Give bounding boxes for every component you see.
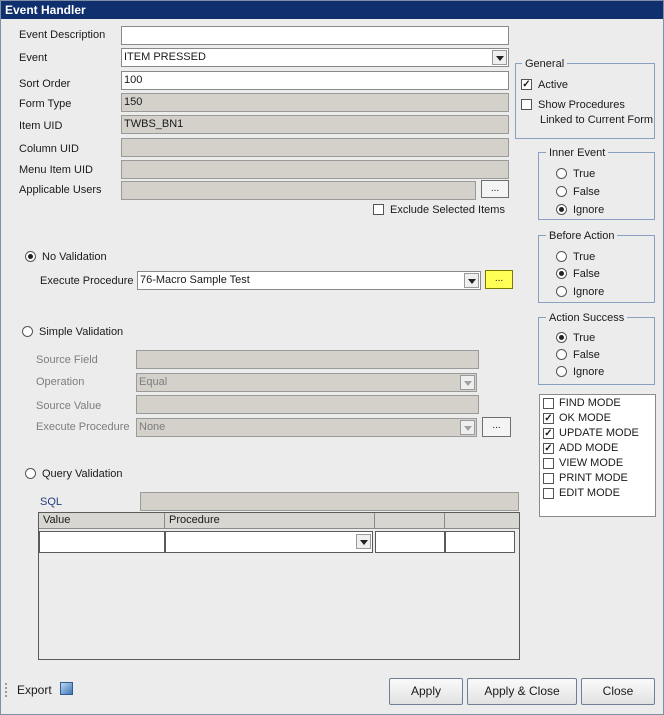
grid-cell-procedure-select[interactable] (165, 531, 373, 553)
event-description-label: Event Description (19, 29, 106, 41)
show-procedures-label-2: Linked to Current Form (540, 114, 654, 126)
simple-validation-radio[interactable] (22, 326, 33, 337)
inner-event-true-radio[interactable] (556, 168, 567, 179)
source-field-input (136, 350, 479, 369)
find-mode-checkbox[interactable] (543, 398, 554, 409)
query-grid (38, 512, 520, 660)
view-mode-label: VIEW MODE (559, 457, 624, 469)
grid-cell-col3[interactable] (375, 531, 445, 553)
action-success-true-radio[interactable] (556, 332, 567, 343)
action-success-ignore-radio[interactable] (556, 366, 567, 377)
before-action-false-radio[interactable] (556, 268, 567, 279)
menu-item-uid-label: Menu Item UID (19, 164, 93, 176)
chevron-down-icon (460, 375, 475, 390)
grid-cell-col4[interactable] (445, 531, 515, 553)
action-success-true-label: True (573, 332, 596, 344)
action-success-ignore-label: Ignore (573, 366, 605, 378)
close-button[interactable]: Close (581, 678, 655, 705)
column-uid-field (121, 138, 509, 157)
no-validation-radio[interactable] (25, 251, 36, 262)
before-action-true-label: True (573, 251, 596, 263)
chevron-down-icon[interactable] (492, 50, 507, 65)
no-validation-browse-button[interactable]: ... (485, 270, 513, 289)
no-validation-exec-label: Execute Procedure (40, 275, 134, 287)
sort-order-label: Sort Order (19, 78, 71, 90)
item-uid-field: TWBS_BN1 (121, 115, 509, 134)
sql-input (140, 492, 519, 511)
action-success-false-radio[interactable] (556, 349, 567, 360)
simple-exec-label: Execute Procedure (36, 421, 130, 433)
applicable-users-browse-button[interactable]: ... (481, 180, 509, 198)
find-mode-label: FIND MODE (559, 397, 621, 409)
event-label: Event (19, 52, 48, 64)
event-description-input[interactable] (121, 26, 509, 45)
no-validation-exec-value: 76-Macro Sample Test (140, 274, 250, 286)
exclude-selected-label: Exclude Selected Items (390, 204, 505, 216)
grid-header-col3[interactable] (375, 513, 445, 529)
simple-exec-value: None (139, 421, 166, 433)
event-select-value: ITEM PRESSED (124, 51, 206, 63)
inner-event-false-radio[interactable] (556, 186, 567, 197)
inner-event-title: Inner Event (546, 147, 608, 159)
exclude-selected-checkbox[interactable] (373, 204, 384, 215)
toolbar-grip (5, 683, 10, 697)
print-mode-checkbox[interactable] (543, 473, 554, 484)
source-value-input (136, 395, 479, 414)
before-action-true-radio[interactable] (556, 251, 567, 262)
title-bar[interactable] (1, 1, 663, 19)
operation-value: Equal (139, 376, 168, 388)
chevron-down-icon[interactable] (464, 273, 479, 288)
before-action-ignore-radio[interactable] (556, 286, 567, 297)
simple-validation-browse-button[interactable]: ... (482, 417, 511, 437)
edit-mode-label: EDIT MODE (559, 487, 620, 499)
inner-event-false-label: False (573, 186, 600, 198)
operation-select (136, 373, 477, 392)
update-mode-label: UPDATE MODE (559, 427, 639, 439)
chevron-down-icon[interactable] (356, 534, 371, 549)
inner-event-ignore-radio[interactable] (556, 204, 567, 215)
export-icon[interactable] (60, 682, 73, 695)
edit-mode-checkbox[interactable] (543, 488, 554, 499)
active-label: Active (538, 79, 568, 91)
source-field-label: Source Field (36, 354, 98, 366)
ok-mode-label: OK MODE (559, 412, 611, 424)
simple-exec-select (136, 418, 477, 437)
action-success-title: Action Success (546, 312, 627, 324)
event-select[interactable] (121, 48, 509, 67)
form-type-label: Form Type (19, 98, 72, 110)
no-validation-label: No Validation (42, 251, 107, 263)
column-uid-label: Column UID (19, 143, 79, 155)
show-procedures-label-1: Show Procedures (538, 99, 625, 111)
apply-button[interactable]: Apply (389, 678, 463, 705)
grid-cell-value[interactable] (39, 531, 165, 553)
applicable-users-field (121, 181, 476, 200)
query-validation-label: Query Validation (42, 468, 123, 480)
form-type-field: 150 (121, 93, 509, 112)
ok-mode-checkbox[interactable]: ✓ (544, 413, 553, 424)
before-action-title: Before Action (546, 230, 617, 242)
operation-label: Operation (36, 376, 85, 388)
source-value-label: Source Value (36, 400, 102, 412)
inner-event-ignore-label: Ignore (573, 204, 605, 216)
grid-header-col4[interactable] (445, 513, 519, 529)
inner-event-true-label: True (573, 168, 596, 180)
before-action-false-label: False (573, 268, 600, 280)
action-success-false-label: False (573, 349, 600, 361)
menu-item-uid-field (121, 160, 509, 179)
item-uid-label: Item UID (19, 120, 63, 132)
simple-validation-label: Simple Validation (39, 326, 124, 338)
query-validation-radio[interactable] (25, 468, 36, 479)
no-validation-exec-select[interactable] (137, 271, 481, 290)
update-mode-checkbox[interactable]: ✓ (544, 428, 553, 439)
before-action-ignore-label: Ignore (573, 286, 605, 298)
window-title: Event Handler (5, 3, 86, 17)
export-label[interactable]: Export (17, 683, 52, 697)
print-mode-label: PRINT MODE (559, 472, 628, 484)
grid-header-value[interactable]: Value (39, 513, 165, 529)
sort-order-input[interactable]: 100 (121, 71, 509, 90)
add-mode-label: ADD MODE (559, 442, 619, 454)
add-mode-checkbox[interactable]: ✓ (544, 443, 553, 454)
general-group-title: General (522, 58, 567, 70)
grid-header-procedure[interactable]: Procedure (165, 513, 375, 529)
sql-label: SQL (40, 496, 63, 508)
chevron-down-icon (460, 420, 475, 435)
show-procedures-checkbox[interactable] (521, 99, 532, 110)
apply-close-button[interactable]: Apply & Close (467, 678, 577, 705)
active-checkbox[interactable]: ✓ (522, 79, 531, 90)
applicable-users-label: Applicable Users (19, 184, 102, 196)
view-mode-checkbox[interactable] (543, 458, 554, 469)
